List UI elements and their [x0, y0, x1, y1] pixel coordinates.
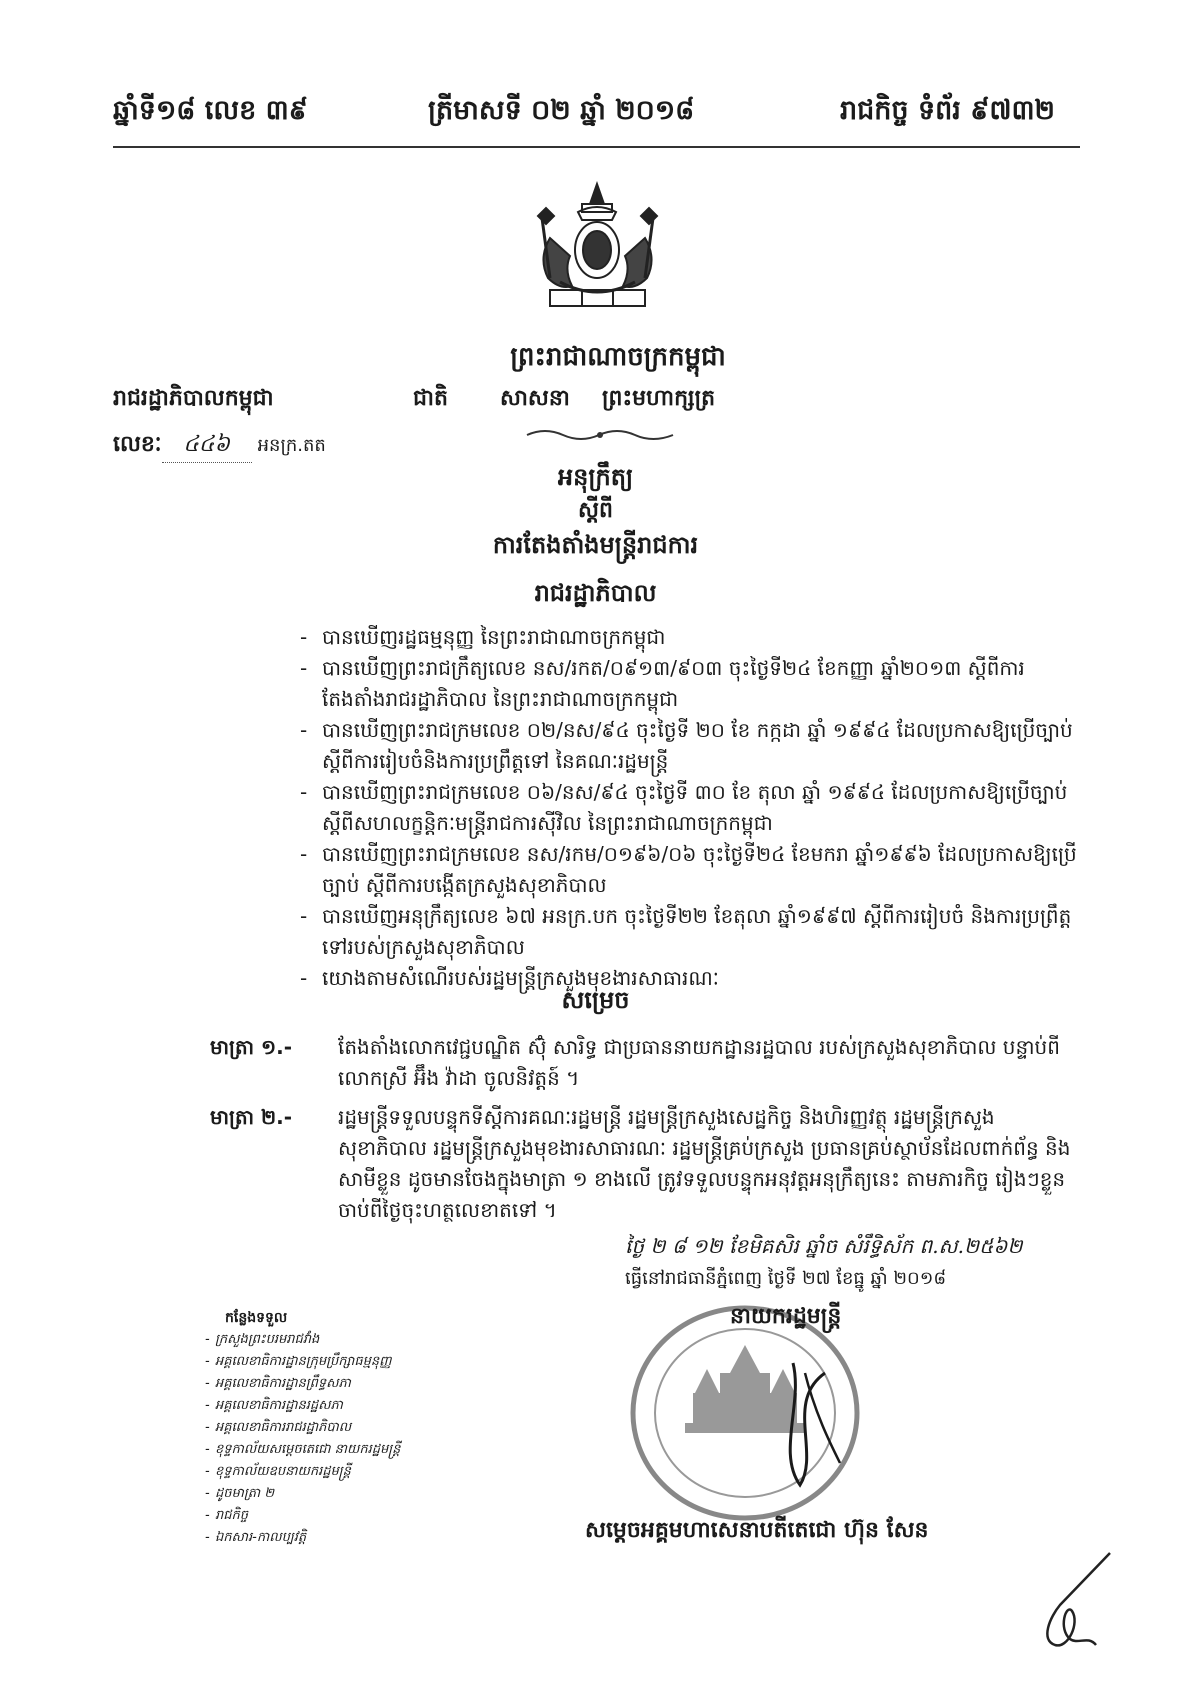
preamble-item: - បានឃើញអនុក្រឹត្យលេខ ៦៧ អនក្រ.បក ចុះថ្ងៃទី២២ ខែតុលា ឆ្នាំ១៩៩៧ ស្តីពីការរៀបចំ និងការប្រព្រឹត្តទៅរបស់ក្រសួងសុខាភិបាល — [300, 901, 1080, 963]
issuer-name: រាជរដ្ឋាភិបាលកម្ពុជា — [113, 386, 274, 411]
distribution-item: - អគ្គលេខាធិការដ្ឋានរដ្ឋសភា — [205, 1395, 400, 1417]
distribution-title: កន្លែងទទួល — [225, 1310, 288, 1326]
preamble-item: - បានឃើញព្រះរាជក្រមលេខ ០៦/នស/៩៤ ចុះថ្ងៃទី ៣០ ខែ តុលា ឆ្នាំ ១៩៩៤ ដែលប្រកាសឱ្យប្រើច្បាប់ ស្តីពីសហលក្ខន្តិកៈមន្ត្រីរាជការស៊ីវិល នៃព្រះរាជាណាចក្រកម្ពុជា — [300, 777, 1080, 839]
article-label: មាត្រា ២.- — [210, 1105, 293, 1129]
document-subject: ការតែងតាំងមន្ត្រីរាជការ — [492, 531, 699, 559]
distribution-item: - ខុទ្ទកាល័យសម្តេចតេជោ នាយករដ្ឋមន្ត្រី — [205, 1439, 400, 1461]
document-number — [113, 430, 326, 463]
header-divider — [113, 146, 1080, 148]
official-seal-icon — [625, 1303, 895, 1533]
place-and-date: ធ្វើនៅរាជធានីភ្នំពេញ ថ្ងៃទី ២៧ ខែធ្នូ ឆ្នាំ ២០១៨ — [625, 1268, 947, 1289]
distribution-item: - ក្រសួងព្រះបរមរាជវាំង — [205, 1329, 400, 1351]
document-number-handwritten: ៤៤៦ — [162, 430, 252, 463]
document-number-suffix: អនក្រ.តត — [257, 435, 326, 456]
decision-heading: សម្រេច — [561, 986, 630, 1014]
ornament-divider-icon — [525, 427, 675, 443]
signer-name: សម្តេចអគ្គមហាសេនាបតីតេជោ ហ៊ុន សែន — [585, 1518, 929, 1543]
article-text: តែងតាំងលោកវេជ្ជបណ្ឌិត ស៊ុំ សារិទ្ធ ជាប្រធាននាយកដ្ឋានរដ្ឋបាល របស់ក្រសួងសុខាភិបាល បន្ទាប់ពីលោកស្រី អ៊ឹង វ៉ាដា ចូលនិវត្តន៍ ។ — [338, 1035, 1060, 1090]
distribution-item: - អគ្គលេខាធិការរាជរដ្ឋាភិបាល — [205, 1417, 400, 1439]
lunar-date: ថ្ងៃ ២ ៨ ១២ ខែមិគសិរ ឆ្នាំច សំរឹទ្ធិស័ក ព.ស.២៥៦២ — [625, 1234, 1023, 1258]
initials-signature-icon — [1010, 1545, 1120, 1655]
article-1 — [210, 1032, 1080, 1094]
preamble-item: - បានឃើញព្រះរាជក្រមលេខ នស/រកម/០១៩៦/០៦ ចុះថ្ងៃទី២៤ ខែមករា ឆ្នាំ១៩៩៦ ដែលប្រកាសឱ្យប្រើច្បាប់ ស្តីពីការបង្កើតក្រសួងសុខាភិបាល — [300, 839, 1080, 901]
gazette-page-number: រាជកិច្ច ទំព័រ ៩៧៣២ — [840, 95, 1055, 126]
motto-king: ព្រះមហាក្សត្រ — [602, 386, 716, 411]
kingdom-title: ព្រះរាជាណាចក្រកម្ពុជា — [510, 342, 726, 372]
article-2 — [210, 1102, 1080, 1226]
article-label: មាត្រា ១.- — [210, 1035, 293, 1059]
distribution-item: - រាជកិច្ច — [205, 1505, 400, 1527]
preamble-item: - យោងតាមសំណើរបស់រដ្ឋមន្ត្រីក្រសួងមុខងារសាធារណៈ — [300, 963, 1080, 994]
preamble-item: - បានឃើញព្រះរាជក្រមលេខ ០២/នស/៩៤ ចុះថ្ងៃទី ២០ ខែ កក្កដា ឆ្នាំ ១៩៩៤ ដែលប្រកាសឱ្យប្រើច្បាប់ស្តីពីការរៀបចំនិងការប្រព្រឹត្តទៅ នៃគណៈរដ្ឋមន្ត្រី — [300, 715, 1080, 777]
document-type: អនុក្រឹត្យ — [557, 463, 634, 491]
motto-religion: សាសនា — [500, 386, 570, 411]
distribution-item: - អគ្គលេខាធិការដ្ឋានព្រឹទ្ធសភា — [205, 1373, 400, 1395]
authority-heading: រាជរដ្ឋាភិបាល — [534, 579, 657, 607]
distribution-item: - អគ្គលេខាធិការដ្ឋានក្រុមប្រឹក្សាធម្មនុញ្ញ — [205, 1351, 400, 1373]
distribution-list — [205, 1307, 400, 1549]
document-about: ស្តីពី — [578, 498, 613, 523]
preamble-item: - បានឃើញព្រះរាជក្រឹត្យលេខ នស/រកត/០៩១៣/៩០៣ ចុះថ្ងៃទី២៤ ខែកញ្ញា ឆ្នាំ២០១៣ ស្តីពីការតែងតាំងរាជរដ្ឋាភិបាល នៃព្រះរាជាណាចក្រកម្ពុជា — [300, 653, 1080, 715]
distribution-item: - ឯកសារ-កាលប្បវត្តិ — [205, 1527, 400, 1549]
gazette-year-issue: ឆ្នាំទី១៨ លេខ ៣៩ — [113, 95, 308, 126]
gazette-period: ត្រីមាសទី ០២ ឆ្នាំ ២០១៨ — [428, 95, 695, 126]
distribution-item: - ខុទ្ទកាល័យឧបនាយករដ្ឋមន្ត្រី — [205, 1461, 400, 1483]
motto-nation: ជាតិ — [413, 386, 448, 411]
article-text: រដ្ឋមន្ត្រីទទួលបន្ទុកទីស្តីការគណៈរដ្ឋមន្ត្រី រដ្ឋមន្ត្រីក្រសួងសេដ្ឋកិច្ច និងហិរញ្ញវត្ថុ រដ្ឋមន្ត្រីក្រសួងសុខាភិបាល រដ្ឋមន្ត្រីក្រសួងមុខងារសាធារណៈ រដ្ឋមន្ត្រីគ្រប់ក្រសួង ប្រធានគ្រប់ស្ថាប័នដែលពាក់ព័ន្ធ និងសាមីខ្លួន ដូចមានចែងក្នុងមាត្រា ១ ខាងលើ ត្រូវទទួលបន្ទុកអនុវត្តអនុក្រឹត្យនេះ តាមភារកិច្ច រៀងៗខ្លួន ចាប់ពីថ្ងៃចុះហត្ថលេខាតទៅ ។ — [338, 1105, 1071, 1222]
royal-coat-of-arms-icon — [520, 178, 675, 318]
preamble-list — [300, 622, 1080, 994]
document-number-label: លេខៈ — [113, 432, 162, 457]
preamble-item: - បានឃើញរដ្ឋធម្មនុញ្ញ នៃព្រះរាជាណាចក្រកម្ពុជា — [300, 622, 1080, 653]
distribution-item: - ដូចមាត្រា ២ — [205, 1483, 400, 1505]
signer-title: នាយករដ្ឋមន្ត្រី — [730, 1304, 842, 1329]
